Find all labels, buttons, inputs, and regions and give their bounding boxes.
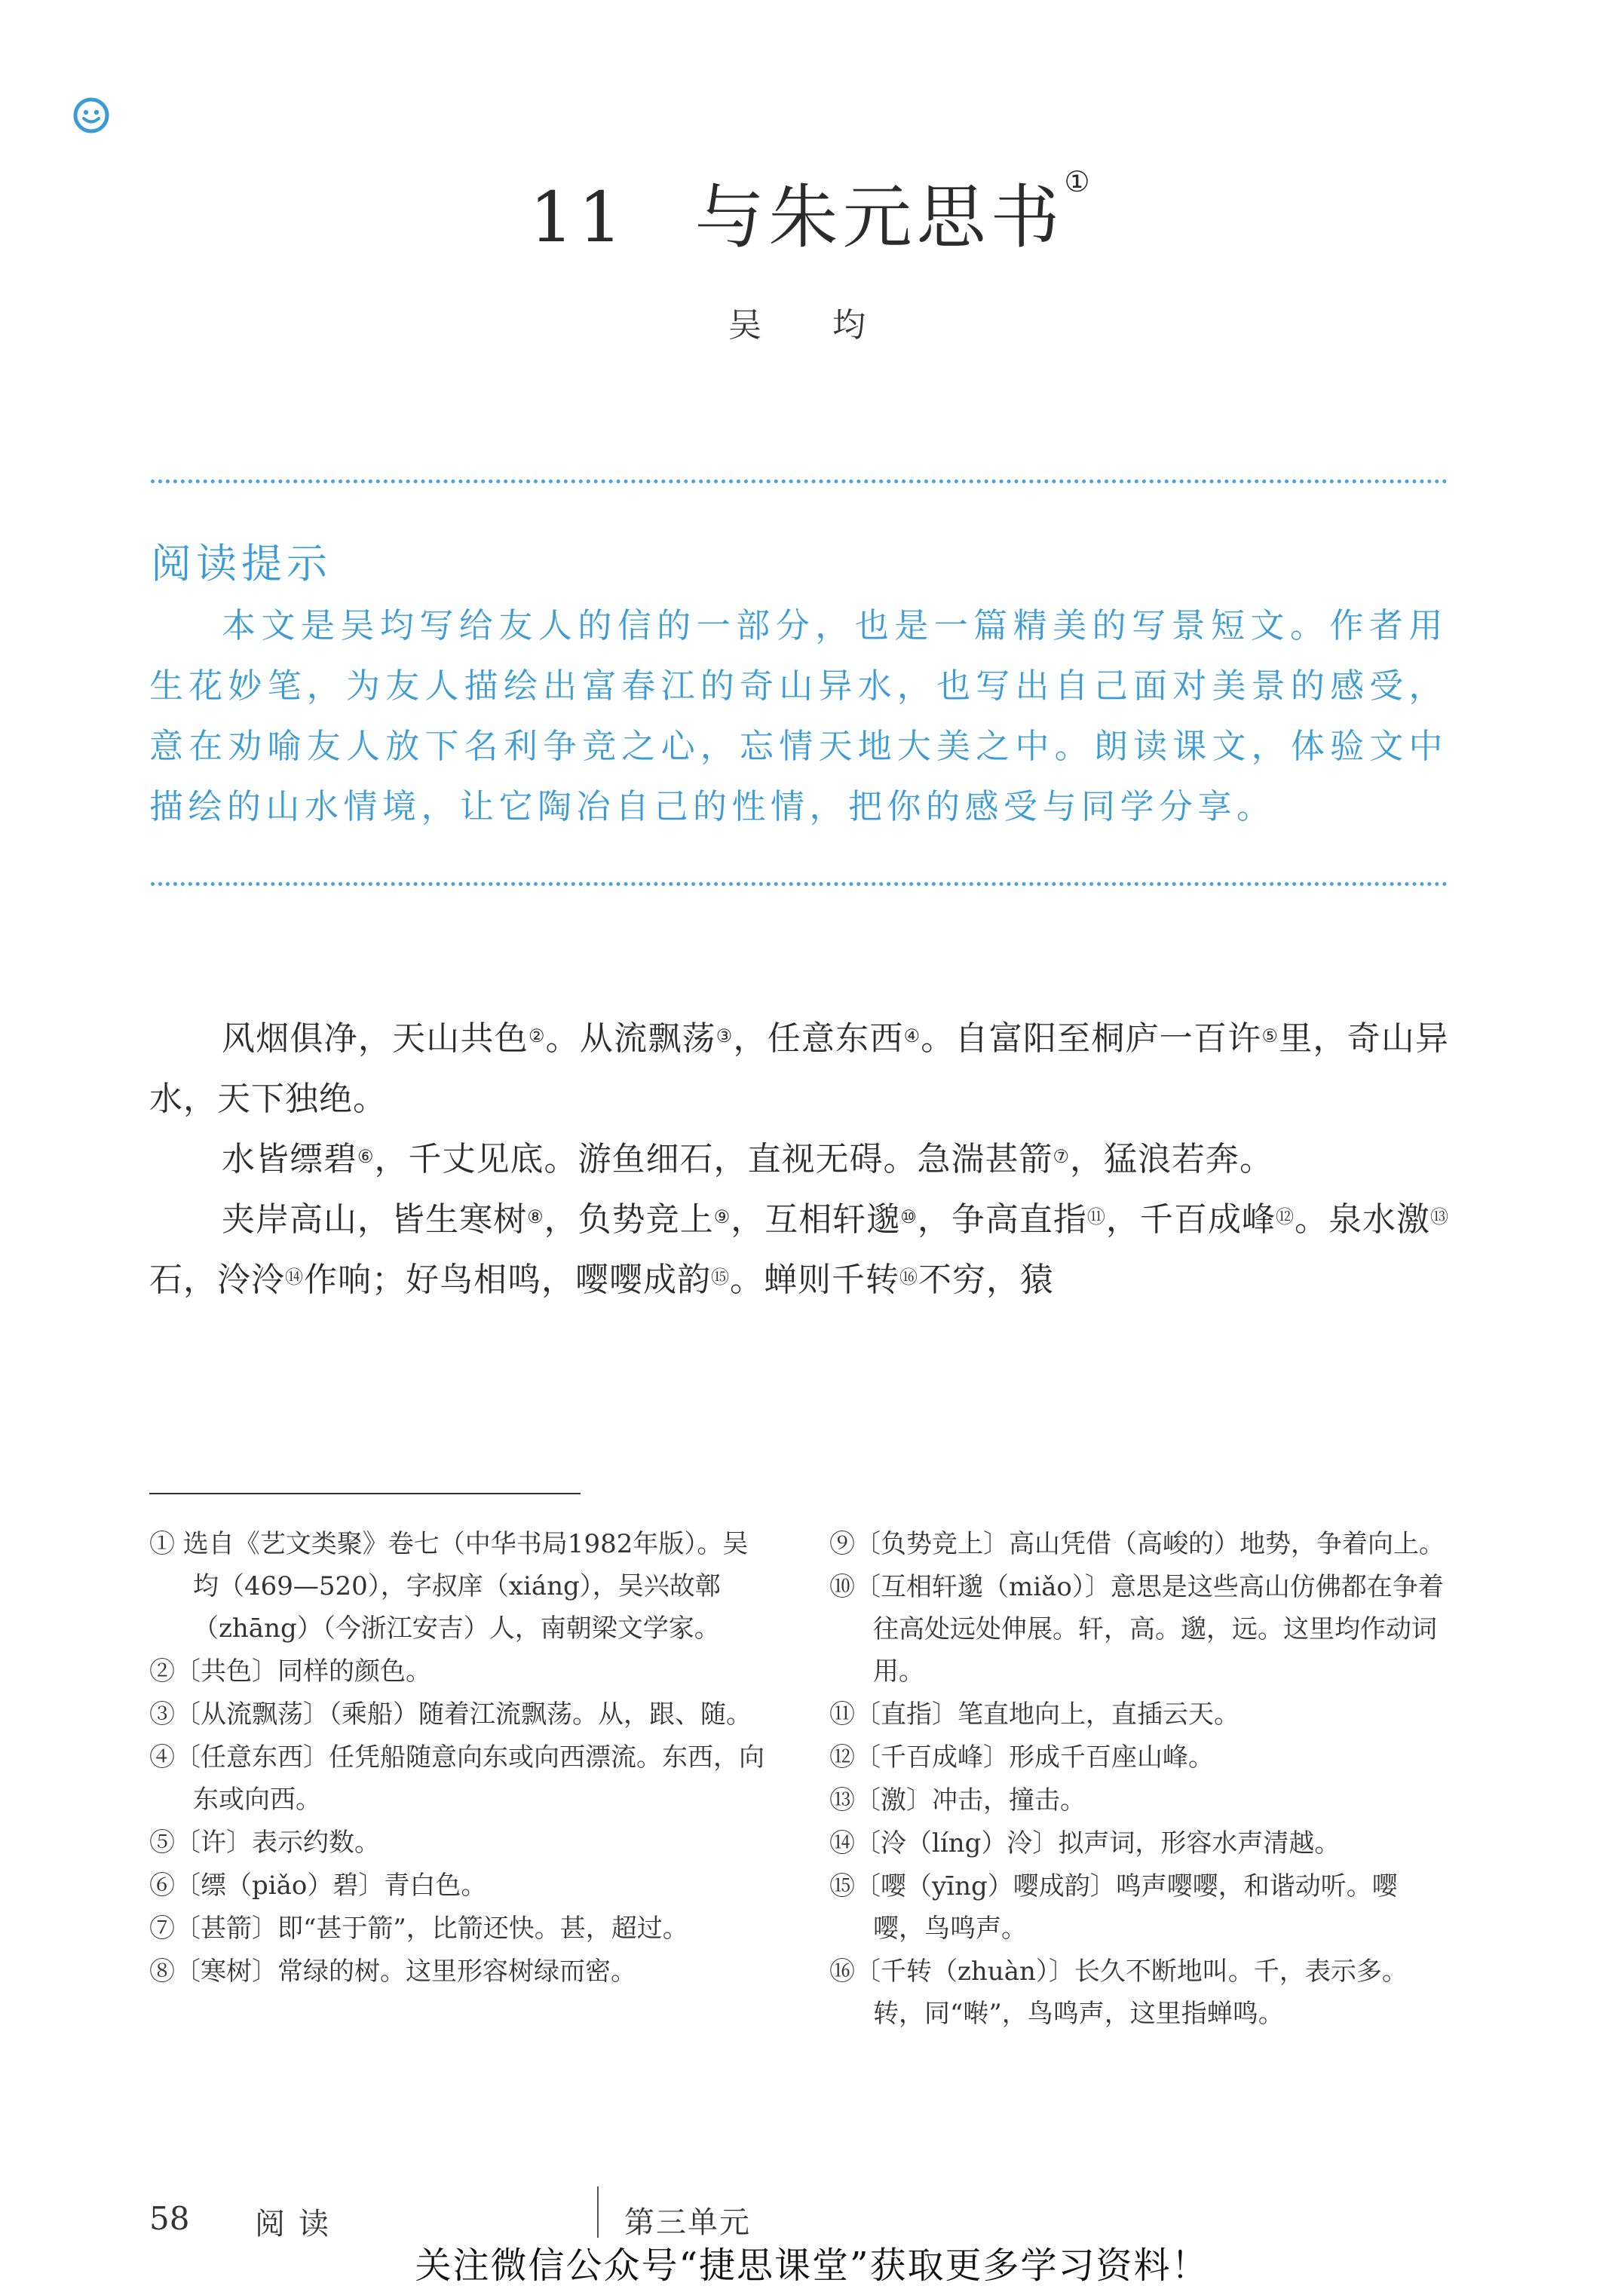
text-span: 不穷，猿	[918, 1261, 1054, 1299]
lesson-title-text: 与朱元思书	[694, 177, 1065, 258]
text-span: ，负势竞上	[544, 1200, 714, 1239]
text-span: ，千百成峰	[1105, 1200, 1276, 1239]
watermark-text: 关注微信公众号“捷思课堂”获取更多学习资料！	[415, 2245, 1209, 2287]
footnote: ⑤〔许〕表示约数。	[149, 1828, 380, 1858]
footnote: ⑨〔负势竞上〕高山凭借（高峻的）地势，争着向上。	[829, 1529, 1445, 1559]
note-marker[interactable]: ④	[903, 1025, 921, 1046]
section-label: 阅读	[255, 2207, 342, 2242]
text-span: ，任意东西	[733, 1019, 904, 1058]
note-marker[interactable]: ②	[528, 1025, 546, 1046]
text-span: 石，泠泠	[149, 1261, 285, 1299]
footnote: ⑩〔互相轩邈（miǎo）〕意思是这些高山仿佛都在争着往高处远处伸展。轩，高。邈，远。这里均作动词用。	[829, 1572, 1444, 1687]
note-marker[interactable]: ⑧	[527, 1206, 544, 1227]
text-span: ，互相轩邈	[731, 1200, 901, 1239]
footnote: ③〔从流飘荡〕（乘船）随着江流飘荡。从，跟、随。	[149, 1699, 752, 1730]
tips-heading: 阅读提示	[151, 540, 332, 587]
footnote: ⑥〔缥（piǎo）碧〕青白色。	[149, 1871, 487, 1901]
footnote: ⑯〔千转（zhuàn）〕长久不断地叫。千，表示多。转，同“啭”，鸟鸣声，这里指蝉鸣。	[829, 1957, 1408, 2029]
lesson-number: 11	[529, 177, 627, 258]
tips-divider-bottom	[151, 882, 1448, 886]
footnote: ⑪〔直指〕笔直地向上，直插云天。	[829, 1699, 1239, 1730]
unit-label: 第三单元	[624, 2205, 751, 2240]
footnotes-left	[149, 1523, 768, 1993]
text-span: 。从流飘荡	[545, 1019, 716, 1058]
text-span: 。泉水激	[1294, 1200, 1431, 1239]
footnote: ⑫〔千百成峰〕形成千百座山峰。	[829, 1742, 1214, 1773]
note-marker[interactable]: ⑫	[1275, 1206, 1295, 1227]
text-span: ，争高直指	[917, 1200, 1087, 1239]
footnote: ⑭〔泠（líng）泠〕拟声词，形容水声清越。	[829, 1828, 1341, 1858]
paragraph-1	[149, 1009, 1449, 1129]
note-marker[interactable]: ⑥	[357, 1146, 375, 1167]
author: 吴 均	[728, 306, 896, 345]
text-span: 。自富阳至桐庐一百许	[921, 1019, 1262, 1058]
note-marker[interactable]: ⑪	[1086, 1206, 1106, 1227]
text-span: 水皆缥碧	[222, 1140, 357, 1178]
footnotes-right	[829, 1523, 1448, 2036]
note-marker[interactable]: ⑯	[899, 1267, 918, 1288]
paragraph-3	[149, 1190, 1449, 1310]
footnote: ⑦〔甚箭〕即“甚于箭”，比箭还快。甚，超过。	[149, 1914, 688, 1944]
paragraph-2	[149, 1129, 1449, 1190]
tips-body: 本文是吴均写给友人的信的一部分，也是一篇精美的写景短文。作者用生花妙笔，为友人描绘出富春江的奇山异水，也写出自己面对美景的感受，意在劝喻友人放下名利争竞之心，忘情天地大美之中。朗读课文，体验文中描绘的山水情境，让它陶冶自己的性情，把你的感受与同学分享。	[149, 605, 1448, 826]
footer-separator	[597, 2186, 599, 2238]
footnote: ②〔共色〕同样的颜色。	[149, 1656, 431, 1687]
footnote: ① 选自《艺文类聚》卷七（中华书局1982年版）。吴均（469—520），字叔庠（xiáng），吴兴故鄣（zhāng）（今浙江安吉）人，南朝梁文学家。	[149, 1529, 749, 1644]
note-marker[interactable]: ⑦	[1053, 1146, 1071, 1167]
text-span: 夹岸高山，皆生寒树	[222, 1200, 528, 1239]
footnote: ⑬〔激〕冲击，撞击。	[829, 1785, 1086, 1816]
footnote: ④〔任意东西〕任凭船随意向东或向西漂流。东西，向东或向西。	[149, 1742, 765, 1815]
note-marker[interactable]: ⑩	[900, 1206, 918, 1227]
text-span: 。蝉则千转	[730, 1261, 899, 1299]
note-marker[interactable]: ⑤	[1261, 1025, 1279, 1046]
note-marker[interactable]: ⑨	[713, 1206, 731, 1227]
text-span: 作响；好鸟相鸣，嘤嘤成韵	[304, 1261, 711, 1299]
lesson-title	[0, 162, 1624, 262]
page-number: 58	[149, 2200, 190, 2237]
text-span: ，千丈见底。游鱼细石，直视无碍。急湍甚箭	[374, 1140, 1053, 1178]
note-marker[interactable]: ⑮	[711, 1267, 730, 1288]
title-note-marker[interactable]: ①	[1064, 165, 1095, 198]
note-marker[interactable]: ⑬	[1430, 1206, 1450, 1227]
footnote-rule	[149, 1493, 581, 1494]
text-span: 里，奇山异水，天下独绝。	[149, 1019, 1450, 1118]
note-marker[interactable]: ⑭	[285, 1267, 304, 1288]
tips-divider-top	[151, 480, 1448, 483]
smiley-face-icon	[72, 97, 110, 134]
footnote: ⑮〔嘤（yīng）嘤成韵〕鸣声嘤嘤，和谐动听。嘤嘤，鸟鸣声。	[829, 1871, 1398, 1944]
main-text	[149, 1009, 1449, 1310]
note-marker[interactable]: ③	[715, 1025, 734, 1046]
footnote: ⑧〔寒树〕常绿的树。这里形容树绿而密。	[149, 1957, 636, 1987]
text-span: 风烟俱净，天山共色	[222, 1019, 529, 1058]
text-span: ，猛浪若奔。	[1070, 1140, 1274, 1178]
